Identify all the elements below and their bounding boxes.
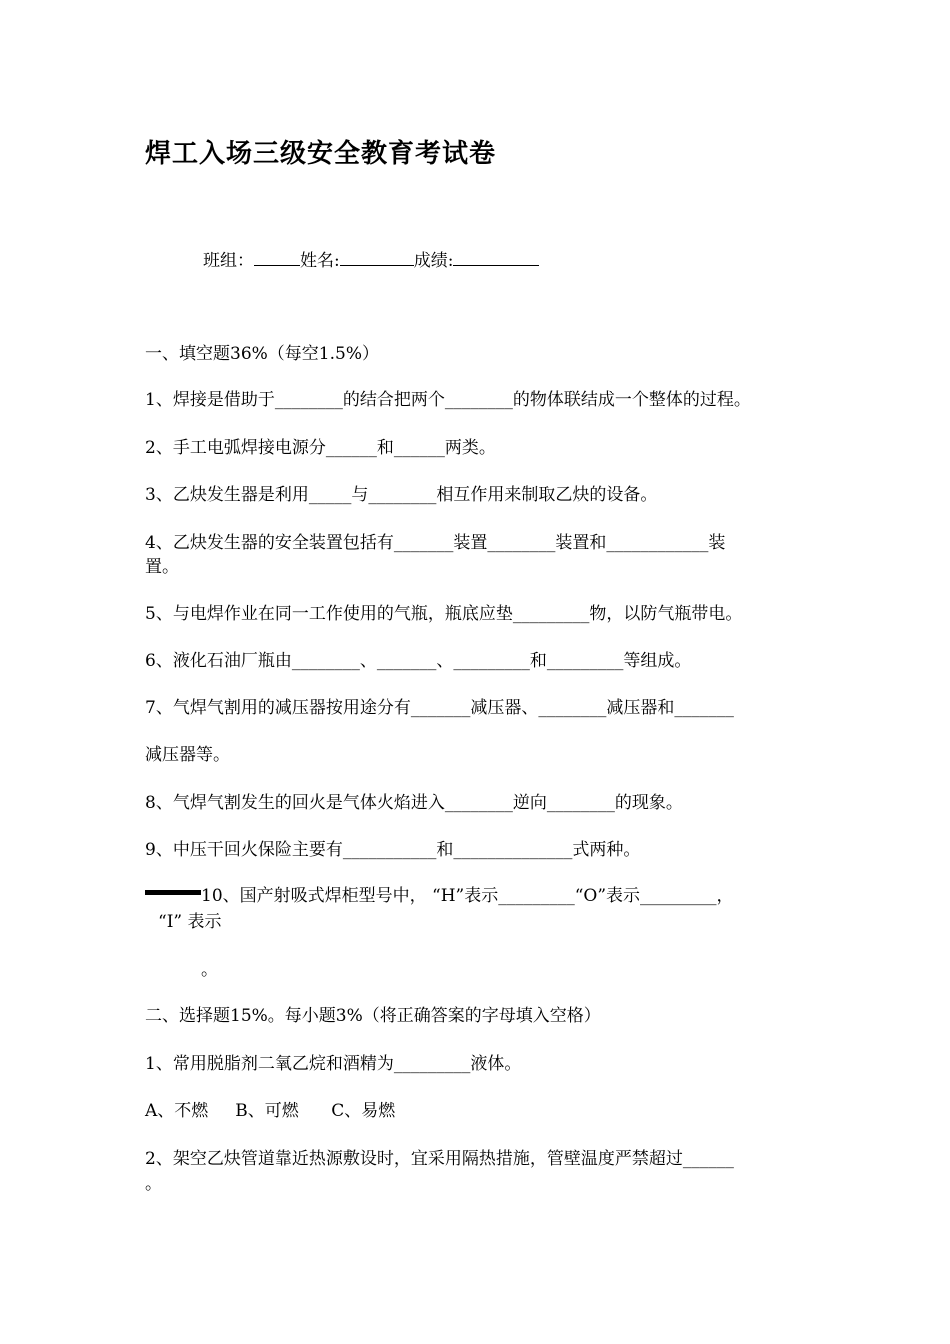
question-1-3: 3、乙炔发生器是利用_____与________相互作用来制取乙炔的设备。 — [145, 485, 658, 505]
margin-bar — [145, 890, 201, 895]
question-2-2-cont: 。 — [145, 1174, 162, 1194]
section-2-heading: 二、选择题15%。每小题3%（将正确答案的字母填入空格） — [145, 1006, 601, 1026]
question-1-6: 6、液化石油厂瓶由________、_______、_________和_________等组成。 — [145, 651, 692, 671]
question-2-1-options: A、不燃 B、可燃 C、易燃 — [145, 1101, 396, 1121]
page-title: 焊工入场三级安全教育考试卷 — [145, 139, 497, 169]
question-1-7-cont: 减压器等。 — [145, 745, 230, 765]
question-2-2: 2、架空乙炔管道靠近热源敷设时，宜采用隔热措施，管壁温度严禁超过______ — [145, 1149, 734, 1169]
score-label: 成绩: — [413, 251, 454, 271]
question-1-7: 7、气焊气割用的减压器按用途分有_______减压器、________减压器和_______ — [145, 698, 734, 718]
section-1-heading: 一、填空题36%（每空1.5%） — [145, 344, 379, 364]
name-blank — [340, 247, 414, 266]
question-1-5: 5、与电焊作业在同一工作使用的气瓶，瓶底应垫_________物，以防气瓶带电。 — [145, 604, 743, 624]
score-blank — [453, 247, 539, 266]
question-1-10: 10、国产射吸式焊柜型号中， “H”表示_________“O”表示_________， — [201, 886, 734, 906]
question-1-1: 1、焊接是借助于________的结合把两个________的物体联结成一个整体的过程。 — [145, 390, 751, 410]
name-label: 姓名: — [300, 251, 340, 271]
question-1-2: 2、手工电弧焊接电源分______和______两类。 — [145, 438, 496, 458]
question-1-4: 4、乙炔发生器的安全装置包括有_______装置________装置和____________装 — [145, 533, 726, 553]
group-blank — [254, 247, 300, 266]
question-1-10-end: 。 — [201, 960, 218, 980]
question-2-1: 1、常用脱脂剂二氧乙烷和酒精为_________液体。 — [145, 1054, 522, 1074]
question-1-9: 9、中压干回火保险主要有___________和______________式两种。 — [145, 840, 641, 860]
question-1-4-cont: 置。 — [145, 557, 179, 577]
group-label: 班组： — [203, 251, 254, 271]
student-info-row — [203, 246, 539, 271]
question-1-8: 8、气焊气割发生的回火是气体火焰进入________逆向________的现象。 — [145, 793, 683, 813]
question-1-10-cont: “I” 表示 — [158, 912, 222, 932]
